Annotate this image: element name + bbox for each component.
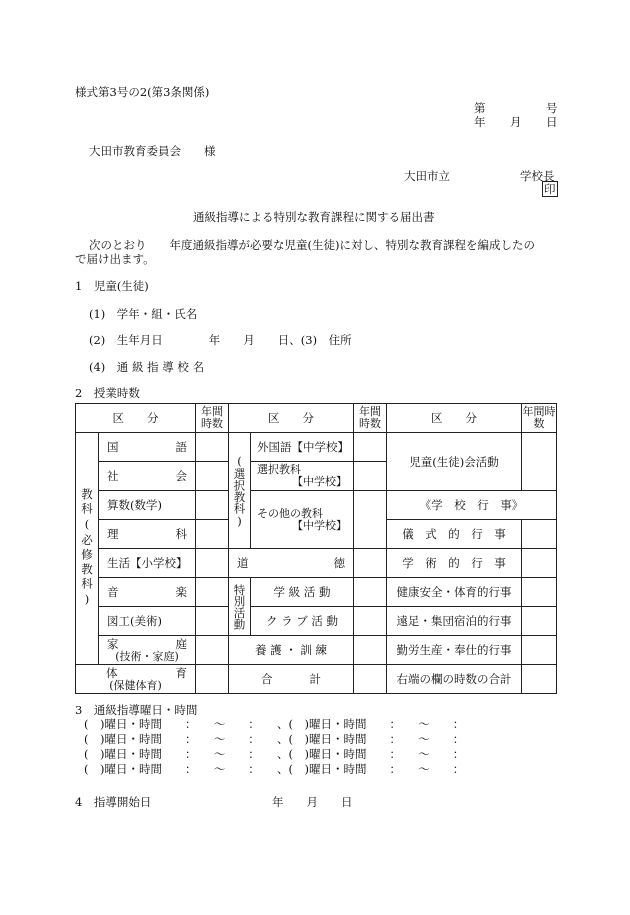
gyoji-header: 《学 校 行 事》 [387, 491, 557, 520]
hours-ongaku[interactable] [196, 578, 229, 607]
total-label: 合 計 [229, 665, 354, 694]
field-school-name: (4) 通 級 指 導 校 名 [89, 360, 205, 374]
intro-line-2: で届け出ます。 [75, 252, 155, 266]
field-grade-class-name: (1) 学年・組・氏名 [89, 307, 198, 321]
subject-shakai: 社 会 [99, 462, 196, 491]
subject-club: ク ラ ブ 活 動 [251, 607, 354, 636]
hours-kinro[interactable] [522, 636, 557, 665]
subject-rika: 理 科 [99, 520, 196, 549]
section2-heading: 2 授業時数 [75, 386, 140, 400]
hours-sansu[interactable] [196, 491, 229, 520]
schedule-row-1: ( )曜日・時間 ： ～ ： 、( )曜日・時間 ： ～ ： [84, 717, 465, 731]
start-date: 年 月 日 [272, 795, 353, 809]
hours-kokugo[interactable] [196, 433, 229, 462]
hours-dotoku[interactable] [354, 549, 387, 578]
hours-shakai[interactable] [196, 462, 229, 491]
activity-gakujutsu: 学 術 的 行 事 [387, 549, 522, 578]
subject-sansu: 算数(数学) [99, 491, 196, 520]
hours-gakujutsu[interactable] [522, 549, 557, 578]
hours-taiiku[interactable] [196, 665, 229, 694]
hours-zuko[interactable] [196, 607, 229, 636]
schedule-row-2: ( )曜日・時間 ： ～ ： 、( )曜日・時間 ： ～ ： [84, 732, 465, 746]
activity-kinro: 勤労生産・奉仕的行事 [387, 636, 522, 665]
hours-gishiki[interactable] [522, 520, 557, 549]
intro-line-1: 次のとおり 年度通級指導が必要な児童(生徒)に対し、特別な教育課程を編成したの [89, 238, 535, 252]
hours-gaikokugo[interactable] [354, 433, 387, 462]
document-number-prefix: 第 [474, 101, 486, 115]
hours-yogo[interactable] [354, 636, 387, 665]
subject-zuko: 図工(美術) [99, 607, 196, 636]
group-tokubetsu: 特別活動 [229, 578, 251, 636]
section1-heading: 1 児童(生徒) [75, 279, 149, 293]
hours-sentaku[interactable] [354, 462, 387, 491]
subject-yogo: 養 護 ・ 訓 練 [229, 636, 354, 665]
section3-heading: 3 通級指導曜日・時間 [75, 703, 198, 717]
addressee: 大田市教育委員会 様 [89, 144, 216, 158]
activity-total: 右端の欄の時数の合計 [387, 665, 522, 694]
field-birthdate-address: (2) 生年月日 年 月 日、(3) 住所 [89, 333, 352, 347]
schedule-row-3: ( )曜日・時間 ： ～ ： 、( )曜日・時間 ： ～ ： [84, 747, 465, 761]
header-kubun-1: 区 分 [76, 404, 196, 433]
class-hours-table [75, 403, 557, 694]
hours-rika[interactable] [196, 520, 229, 549]
activity-kenko: 健康安全・体育的行事 [387, 578, 522, 607]
subject-kokugo: 国 語 [99, 433, 196, 462]
hours-club[interactable] [354, 607, 387, 636]
section4-heading: 4 指導開始日 [75, 795, 152, 809]
subject-gaikokugo: 外国語【中学校】 [251, 433, 354, 462]
school-prefix: 大田市立 [404, 169, 450, 183]
subject-gakkyu: 学 級 活 動 [251, 578, 354, 607]
group-sentaku: (選択教科) [229, 433, 251, 549]
form-number: 様式第3号の2(第3条関係) [75, 85, 210, 99]
subject-ongaku: 音 楽 [99, 578, 196, 607]
seal-mark: 印 [544, 182, 556, 196]
subject-seikatsu: 生活【小学校】 [99, 549, 196, 578]
schedule-row-4: ( )曜日・時間 ： ～ ： 、( )曜日・時間 ： ～ ： [84, 762, 465, 776]
date-day: 日 [546, 115, 558, 129]
subject-taiiku: 体 育 (保健体育) [76, 665, 196, 694]
date-year: 年 [474, 115, 486, 129]
activity-jidokai: 児童(生徒)会活動 [387, 433, 522, 491]
header-hours-3: 年間時数 [522, 404, 557, 433]
header-kubun-2: 区 分 [229, 404, 354, 433]
subject-sonota: その他の教科 【中学校】 [251, 491, 354, 549]
hours-grand-total[interactable] [522, 665, 557, 694]
document-number-suffix: 号 [546, 101, 558, 115]
hours-ensoku[interactable] [522, 607, 557, 636]
header-hours-2: 年間時数 [354, 404, 387, 433]
subject-sentaku: 選択教科 【中学校】 [251, 462, 354, 491]
activity-gishiki: 儀 式 的 行 事 [387, 520, 522, 549]
principal-label: 学校長 [520, 169, 555, 183]
hours-katei[interactable] [196, 636, 229, 665]
header-kubun-3: 区 分 [387, 404, 522, 433]
hours-total[interactable] [354, 665, 387, 694]
group-kyouka: 教科(必修教科) [76, 433, 99, 665]
subject-dotoku: 道 徳 [229, 549, 354, 578]
hours-gakkyu[interactable] [354, 578, 387, 607]
header-hours-1: 年間時数 [196, 404, 229, 433]
hours-sonota[interactable] [354, 491, 387, 549]
hours-kenko[interactable] [522, 578, 557, 607]
hours-seikatsu[interactable] [196, 549, 229, 578]
activity-ensoku: 遠足・集団宿泊的行事 [387, 607, 522, 636]
subject-katei: 家 庭 (技術・家庭) [99, 636, 196, 665]
hours-jidokai[interactable] [522, 433, 557, 491]
document-title: 通級指導による特別な教育課程に関する届出書 [193, 210, 435, 224]
date-month: 月 [510, 115, 522, 129]
